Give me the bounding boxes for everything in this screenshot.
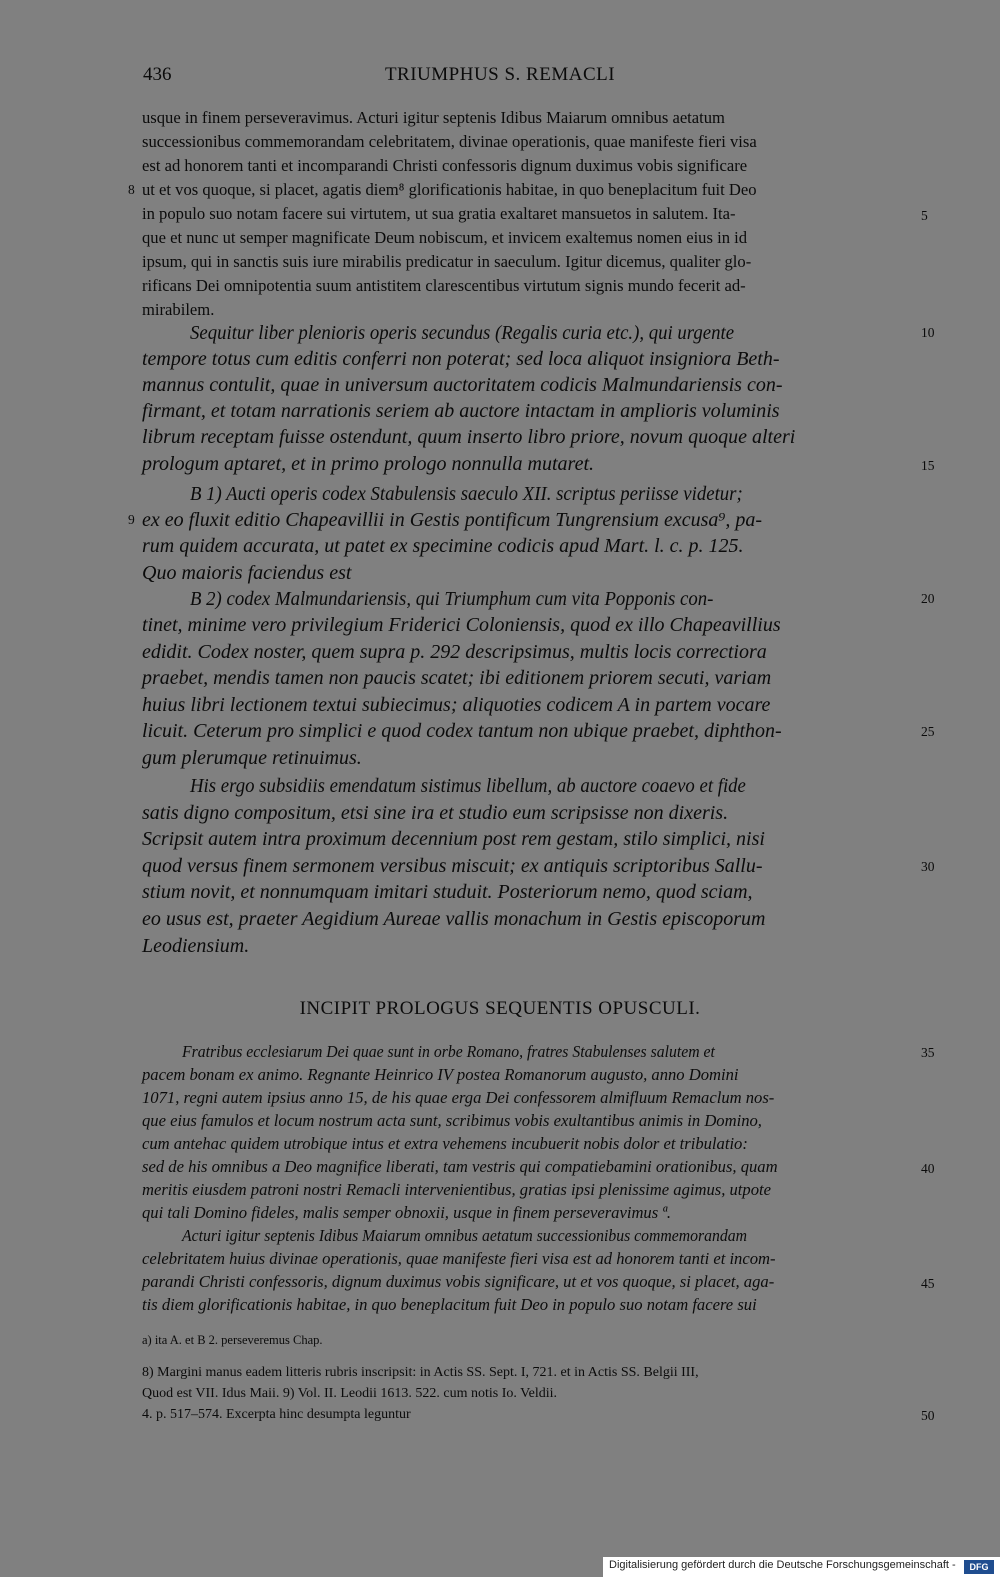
body-line: ut et vos quoque, si placet, agatis diem⁸ glorificationis habitae, in quo beneplacitum fuit Deo: [142, 180, 757, 199]
intro-line: stium novit, et nonnumquam imitari studuit. Posteriorum nemo, quod sciam,: [142, 881, 753, 903]
running-title: TRIUMPHUS S. REMACLI: [384, 64, 616, 85]
body-line: mirabilem.: [142, 300, 215, 319]
prologue-line: qui tali Domino fideles, malis semper obnoxii, usque in finem perseveravimus ª.: [142, 1203, 672, 1222]
prologue-line: Acturi igitur septenis Idibus Maiarum omnibus aetatum successionibus commemorandam: [182, 1226, 747, 1245]
footnote-line: 8) Margini manus eadem litteris rubris inscripsit: in Actis SS. Sept. I, 721. et in Actis SS. Belgii III,: [142, 1365, 699, 1380]
margin-footnote-marker: 8: [128, 182, 135, 197]
intro-line: tempore totus cum editis conferri non poterat; sed loca aliquot insigniora Beth-: [142, 348, 780, 370]
body-line: in populo suo notam facere sui virtutem, ut sua gratia exaltaret mansuetos in salutem. Ita-: [142, 204, 736, 223]
intro-line: tinet, minime vero privilegium Friderici Coloniensis, quod ex illo Chapeavillius: [142, 614, 781, 636]
prologue-line: parandi Christi confessoris, dignum duximus vobis significare, ut et vos quoque, si placet, aga-: [142, 1272, 775, 1291]
prologue-line: tis diem glorificationis habitae, in quo beneplacitum fuit Deo in populo suo notam facere sui: [142, 1295, 757, 1314]
prologue-line: 1071, regni autem ipsius anno 15, de his quae erga Dei confessorem almifluum Remaclum nos-: [142, 1088, 775, 1107]
intro-line: gum plerumque retinuimus.: [142, 747, 362, 769]
body-line: rificans Dei omnipotentia suum antistitem clarescentibus virtutum signis mundo fecerit ad-: [142, 276, 746, 295]
footnote-line: Quod est VII. Idus Maii. 9) Vol. II. Leodii 1613. 522. cum notis Io. Veldii.: [142, 1386, 558, 1401]
body-line: usque in finem perseveravimus. Acturi igitur septenis Idibus Maiarum omnibus aetatum: [142, 108, 725, 127]
margin-line-number: 15: [921, 458, 935, 473]
body-line: successionibus commemorandam celebritatem, divinae operationis, quae manifeste fieri visa: [142, 132, 757, 151]
intro-line: Leodiensium.: [142, 935, 250, 957]
apparatus-note: a) ita A. et B 2. perseveremus Chap.: [142, 1333, 323, 1347]
intro-line: B 2) codex Malmundariensis, qui Triumphum cum vita Popponis con-: [190, 588, 714, 610]
intro-line: prologum aptaret, et in primo prologo nonnulla mutaret.: [142, 453, 595, 475]
intro-line: huius libri lectionem textui subiecimus; aliquoties codicem A in partem vocare: [142, 694, 771, 716]
digitization-note: Digitalisierung gefördert durch die Deutsche Forschungsgemeinschaft -: [609, 1559, 956, 1571]
margin-line-number: 20: [921, 591, 935, 606]
prologue-line: celebritatem huius divinae operationis, quae manifeste fieri visa est ad honorem tanti et incom-: [142, 1249, 776, 1268]
prologue-line: sed de his omnibus a Deo magnifice liberati, tam vestris qui compatiebamini orationibus, quam: [142, 1157, 778, 1176]
intro-line: satis digno compositum, etsi sine ira et studio eum scripsisse non dixeris.: [142, 802, 729, 824]
prologue-line: cum antehac quidem utrobique intus et extra vehemens incubuerit nobis dolor et tribulatio:: [142, 1134, 748, 1153]
footnote-line: 4. p. 517–574. Excerpta hinc desumpta leguntur: [142, 1407, 411, 1422]
intro-line: mannus contulit, quae in universum auctoritatem codicis Malmundariensis con-: [142, 374, 783, 396]
intro-line: librum receptam fuisse ostendunt, quum inserto libro priore, novum quoque alteri: [142, 426, 796, 448]
margin-line-number: 25: [921, 724, 935, 739]
intro-line: rum quidem accurata, ut patet ex specimine codicis apud Mart. l. c. p. 125.: [142, 535, 744, 557]
intro-line: eo usus est, praeter Aegidium Aureae vallis monachum in Gestis episcoporum: [142, 908, 766, 930]
prologue-line: Fratribus ecclesiarum Dei quae sunt in orbe Romano, fratres Stabulenses salutem et: [182, 1042, 715, 1061]
body-line: que et nunc ut semper magnificate Deum nobiscum, et invicem exaltemus nomen eius in id: [142, 228, 748, 247]
prologue-line: que eius famulos et locum nostrum acta sunt, scribimus vobis exultantibus animis in Domino,: [142, 1111, 762, 1130]
intro-line: praebet, mendis tamen non paucis scatet; ibi editionem priorem secuti, variam: [142, 667, 772, 689]
intro-line: Quo maioris faciendus est: [142, 562, 352, 584]
margin-line-number: 30: [921, 859, 935, 874]
intro-line: edidit. Codex noster, quem supra p. 292 descripsimus, multis locis correctiora: [142, 641, 767, 663]
section-heading: INCIPIT PROLOGUS SEQUENTIS OPUSCULI.: [299, 998, 701, 1019]
prologue-line: pacem bonam ex animo. Regnante Heinrico IV postea Romanorum augusto, anno Domini: [142, 1065, 739, 1084]
dfg-logo: DFG: [964, 1560, 994, 1574]
intro-line: Sequitur liber plenioris operis secundus (Regalis curia etc.), qui urgente: [190, 322, 735, 344]
intro-line: firmant, et totam narrationis seriem ab auctore intactam in amplioris voluminis: [142, 400, 780, 422]
body-line: est ad honorem tanti et incomparandi Christi confessoris dignum duximus vobis significare: [142, 156, 748, 175]
intro-line: ex eo fluxit editio Chapeavillii in Gestis pontificum Tungrensium excusa⁹, pa-: [142, 509, 763, 531]
intro-line: Scripsit autem intra proximum decennium post rem gestam, stilo simplici, nisi: [142, 828, 765, 850]
body-line: ipsum, qui in sanctis suis iure mirabilis predicatur in saeculum. Igitur dicemus, qualiter glo-: [142, 252, 752, 271]
intro-line: B 1) Aucti operis codex Stabulensis saeculo XII. scriptus periisse videtur;: [190, 483, 743, 505]
margin-footnote-marker: 9: [128, 512, 135, 527]
digitization-footer: [603, 1557, 1000, 1577]
margin-line-number: 45: [921, 1276, 935, 1291]
margin-line-number: 35: [921, 1045, 935, 1060]
prologue-line: meritis eiusdem patroni nostri Remacli intervenientibus, gratias ipsi plenissime agimus, utpote: [142, 1180, 771, 1199]
margin-line-number: 5: [921, 208, 928, 223]
margin-line-number: 50: [921, 1408, 935, 1423]
margin-line-number: 10: [921, 325, 935, 340]
margin-line-number: 40: [921, 1161, 935, 1176]
intro-line: quod versus finem sermonem versibus miscuit; ex antiquis scriptoribus Sallu-: [142, 855, 763, 877]
page-number: 436: [143, 64, 172, 85]
intro-line: licuit. Ceterum pro simplici e quod codex tantum non ubique praebet, diphthon-: [142, 720, 782, 742]
intro-line: His ergo subsidiis emendatum sistimus libellum, ab auctore coaevo et fide: [190, 775, 746, 797]
